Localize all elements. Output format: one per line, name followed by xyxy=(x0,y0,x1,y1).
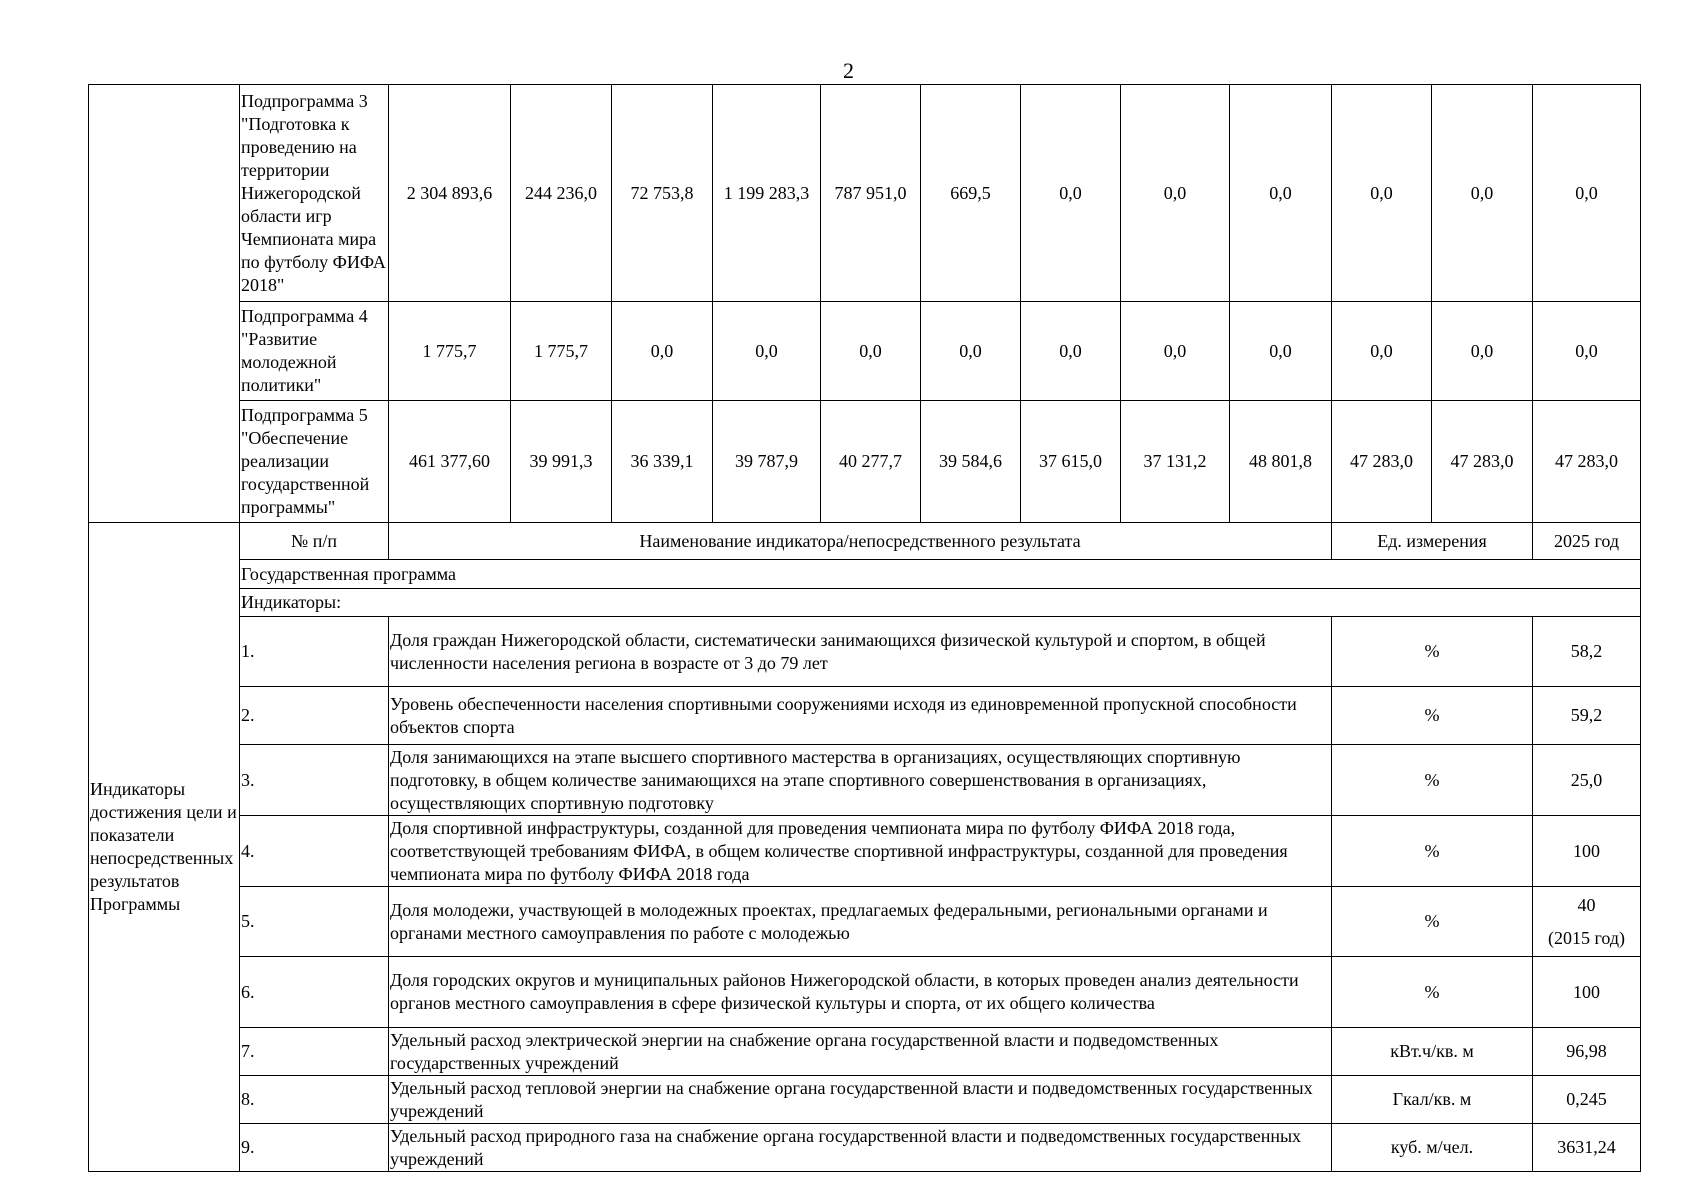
indicator-unit: % xyxy=(1332,887,1533,957)
indicator-unit: % xyxy=(1332,745,1533,816)
subprogram-row xyxy=(89,302,1641,401)
indicator-row xyxy=(89,957,1641,1028)
value-cell: 0,0 xyxy=(1332,302,1432,401)
value-cell: 0,0 xyxy=(1230,85,1332,302)
indicator-row xyxy=(89,887,1641,957)
value-cell: 669,5 xyxy=(921,85,1021,302)
indicators-label: Индикаторы: xyxy=(240,589,1641,617)
header-year: 2025 год xyxy=(1533,523,1641,560)
indicator-row xyxy=(89,1076,1641,1124)
value-cell: 72 753,8 xyxy=(612,85,713,302)
indicator-row xyxy=(89,1124,1641,1172)
indicator-num: 7. xyxy=(240,1028,389,1076)
subprogram-name: Подпрограмма 5 "Обеспечение реализации государственной программы" xyxy=(240,401,389,523)
indicator-value: 100 xyxy=(1533,957,1641,1028)
indicator-num: 8. xyxy=(240,1076,389,1124)
value-cell: 0,0 xyxy=(1121,85,1230,302)
indicator-value: 40 xyxy=(1577,894,1596,915)
indicator-unit: % xyxy=(1332,687,1533,745)
indicator-value: 25,0 xyxy=(1533,745,1641,816)
value-cell: 39 584,6 xyxy=(921,401,1021,523)
value-cell: 461 377,60 xyxy=(389,401,511,523)
value-cell: 40 277,7 xyxy=(821,401,921,523)
indicator-row xyxy=(89,745,1641,816)
indicator-num: 4. xyxy=(240,816,389,887)
indicator-name: Доля спортивной инфраструктуры, созданной для проведения чемпионата мира по футболу ФИФА 2018 года, соответствующей требованиям ФИФА, в общем количестве спортивной инфраструктуры, созданной для проведения чемпионата мира по футболу ФИФА 2018 года xyxy=(389,816,1332,887)
value-cell: 0,0 xyxy=(1533,85,1641,302)
value-cell: 37 615,0 xyxy=(1021,401,1121,523)
indicator-value: 3631,24 xyxy=(1533,1124,1641,1172)
value-cell: 0,0 xyxy=(921,302,1021,401)
subprogram-row xyxy=(89,401,1641,523)
subprogram-row xyxy=(89,85,1641,302)
indicator-name: Доля граждан Нижегородской области, систематически занимающихся физической культурой и спортом, в общей численности населения региона в возрасте от 3 до 79 лет xyxy=(389,617,1332,687)
value-cell: 39 787,9 xyxy=(713,401,821,523)
value-cell: 0,0 xyxy=(1021,85,1121,302)
value-cell: 48 801,8 xyxy=(1230,401,1332,523)
value-cell: 244 236,0 xyxy=(511,85,612,302)
indicator-value: 100 xyxy=(1533,816,1641,887)
value-cell: 2 304 893,6 xyxy=(389,85,511,302)
indicator-unit: куб. м/чел. xyxy=(1332,1124,1533,1172)
value-cell: 47 283,0 xyxy=(1533,401,1641,523)
header-name: Наименование индикатора/непосредственного результата xyxy=(389,523,1332,560)
value-cell: 0,0 xyxy=(1533,302,1641,401)
indicator-row xyxy=(89,1028,1641,1076)
indicator-unit: % xyxy=(1332,816,1533,887)
indicator-num: 5. xyxy=(240,887,389,957)
value-cell: 36 339,1 xyxy=(612,401,713,523)
indicator-value: 0,245 xyxy=(1533,1076,1641,1124)
value-cell: 0,0 xyxy=(1121,302,1230,401)
indicator-name: Уровень обеспеченности населения спортивными сооружениями исходя из единовременной пропускной способности объектов спорта xyxy=(389,687,1332,745)
value-cell: 0,0 xyxy=(612,302,713,401)
value-cell: 1 775,7 xyxy=(389,302,511,401)
indicator-row xyxy=(89,687,1641,745)
value-cell: 37 131,2 xyxy=(1121,401,1230,523)
program-label: Государственная программа xyxy=(240,560,1641,589)
value-cell: 0,0 xyxy=(1432,85,1533,302)
indicators-label-row xyxy=(89,589,1641,617)
value-cell: 0,0 xyxy=(1230,302,1332,401)
subprogram-name: Подпрограмма 4 "Развитие молодежной политики" xyxy=(240,302,389,401)
value-cell: 0,0 xyxy=(713,302,821,401)
value-cell: 1 199 283,3 xyxy=(713,85,821,302)
empty-left-cell xyxy=(89,85,240,523)
indicator-name: Доля молодежи, участвующей в молодежных проектах, предлагаемых федеральными, региональными органами и органами местного самоуправления по работе с молодежью xyxy=(389,887,1332,957)
indicator-name: Доля занимающихся на этапе высшего спортивного мастерства в организациях, осуществляющих спортивную подготовку, в общем количестве занимающихся на этапе спортивного совершенствования в организациях, осуществляющих спортивную подготовку xyxy=(389,745,1332,816)
indicators-header-row xyxy=(89,523,1641,560)
page-number: 2 xyxy=(843,58,854,83)
indicator-value-note: (2015 год) xyxy=(1547,927,1626,948)
indicator-unit: % xyxy=(1332,957,1533,1028)
indicator-name: Доля городских округов и муниципальных районов Нижегородской области, в которых проведен анализ деятельности органов местного самоуправления в сфере физической культуры и спорта, от их общего количества xyxy=(389,957,1332,1028)
indicators-section-label: Индикаторы достижения цели и показатели непосредственных результатов Программы xyxy=(89,523,240,1172)
value-cell: 47 283,0 xyxy=(1332,401,1432,523)
value-cell: 47 283,0 xyxy=(1432,401,1533,523)
program-label-row xyxy=(89,560,1641,589)
indicator-unit: Гкал/кв. м xyxy=(1332,1076,1533,1124)
value-cell: 0,0 xyxy=(1021,302,1121,401)
indicator-num: 6. xyxy=(240,957,389,1028)
indicator-value: 96,98 xyxy=(1533,1028,1641,1076)
header-num: № п/п xyxy=(240,523,389,560)
indicator-name: Удельный расход электрической энергии на снабжение органа государственной власти и подведомственных государственных учреждений xyxy=(389,1028,1332,1076)
indicator-row xyxy=(89,816,1641,887)
indicator-value-cell xyxy=(1533,887,1641,957)
value-cell: 1 775,7 xyxy=(511,302,612,401)
value-cell: 0,0 xyxy=(1432,302,1533,401)
indicator-num: 2. xyxy=(240,687,389,745)
indicator-num: 3. xyxy=(240,745,389,816)
value-cell: 0,0 xyxy=(1332,85,1432,302)
indicator-unit: % xyxy=(1332,617,1533,687)
program-table xyxy=(88,84,1641,1172)
indicator-name: Удельный расход тепловой энергии на снабжение органа государственной власти и подведомственных государственных учреждений xyxy=(389,1076,1332,1124)
indicator-value: 59,2 xyxy=(1533,687,1641,745)
indicator-name: Удельный расход природного газа на снабжение органа государственной власти и подведомственных государственных учреждений xyxy=(389,1124,1332,1172)
indicator-num: 1. xyxy=(240,617,389,687)
indicator-row xyxy=(89,617,1641,687)
value-cell: 0,0 xyxy=(821,302,921,401)
indicator-value: 58,2 xyxy=(1533,617,1641,687)
value-cell: 787 951,0 xyxy=(821,85,921,302)
value-cell: 39 991,3 xyxy=(511,401,612,523)
indicator-unit: кВт.ч/кв. м xyxy=(1332,1028,1533,1076)
indicator-num: 9. xyxy=(240,1124,389,1172)
header-unit: Ед. измерения xyxy=(1332,523,1533,560)
subprogram-name: Подпрограмма 3 "Подготовка к проведению на территории Нижегородской области игр Чемпионата мира по футболу ФИФА 2018" xyxy=(240,85,389,302)
